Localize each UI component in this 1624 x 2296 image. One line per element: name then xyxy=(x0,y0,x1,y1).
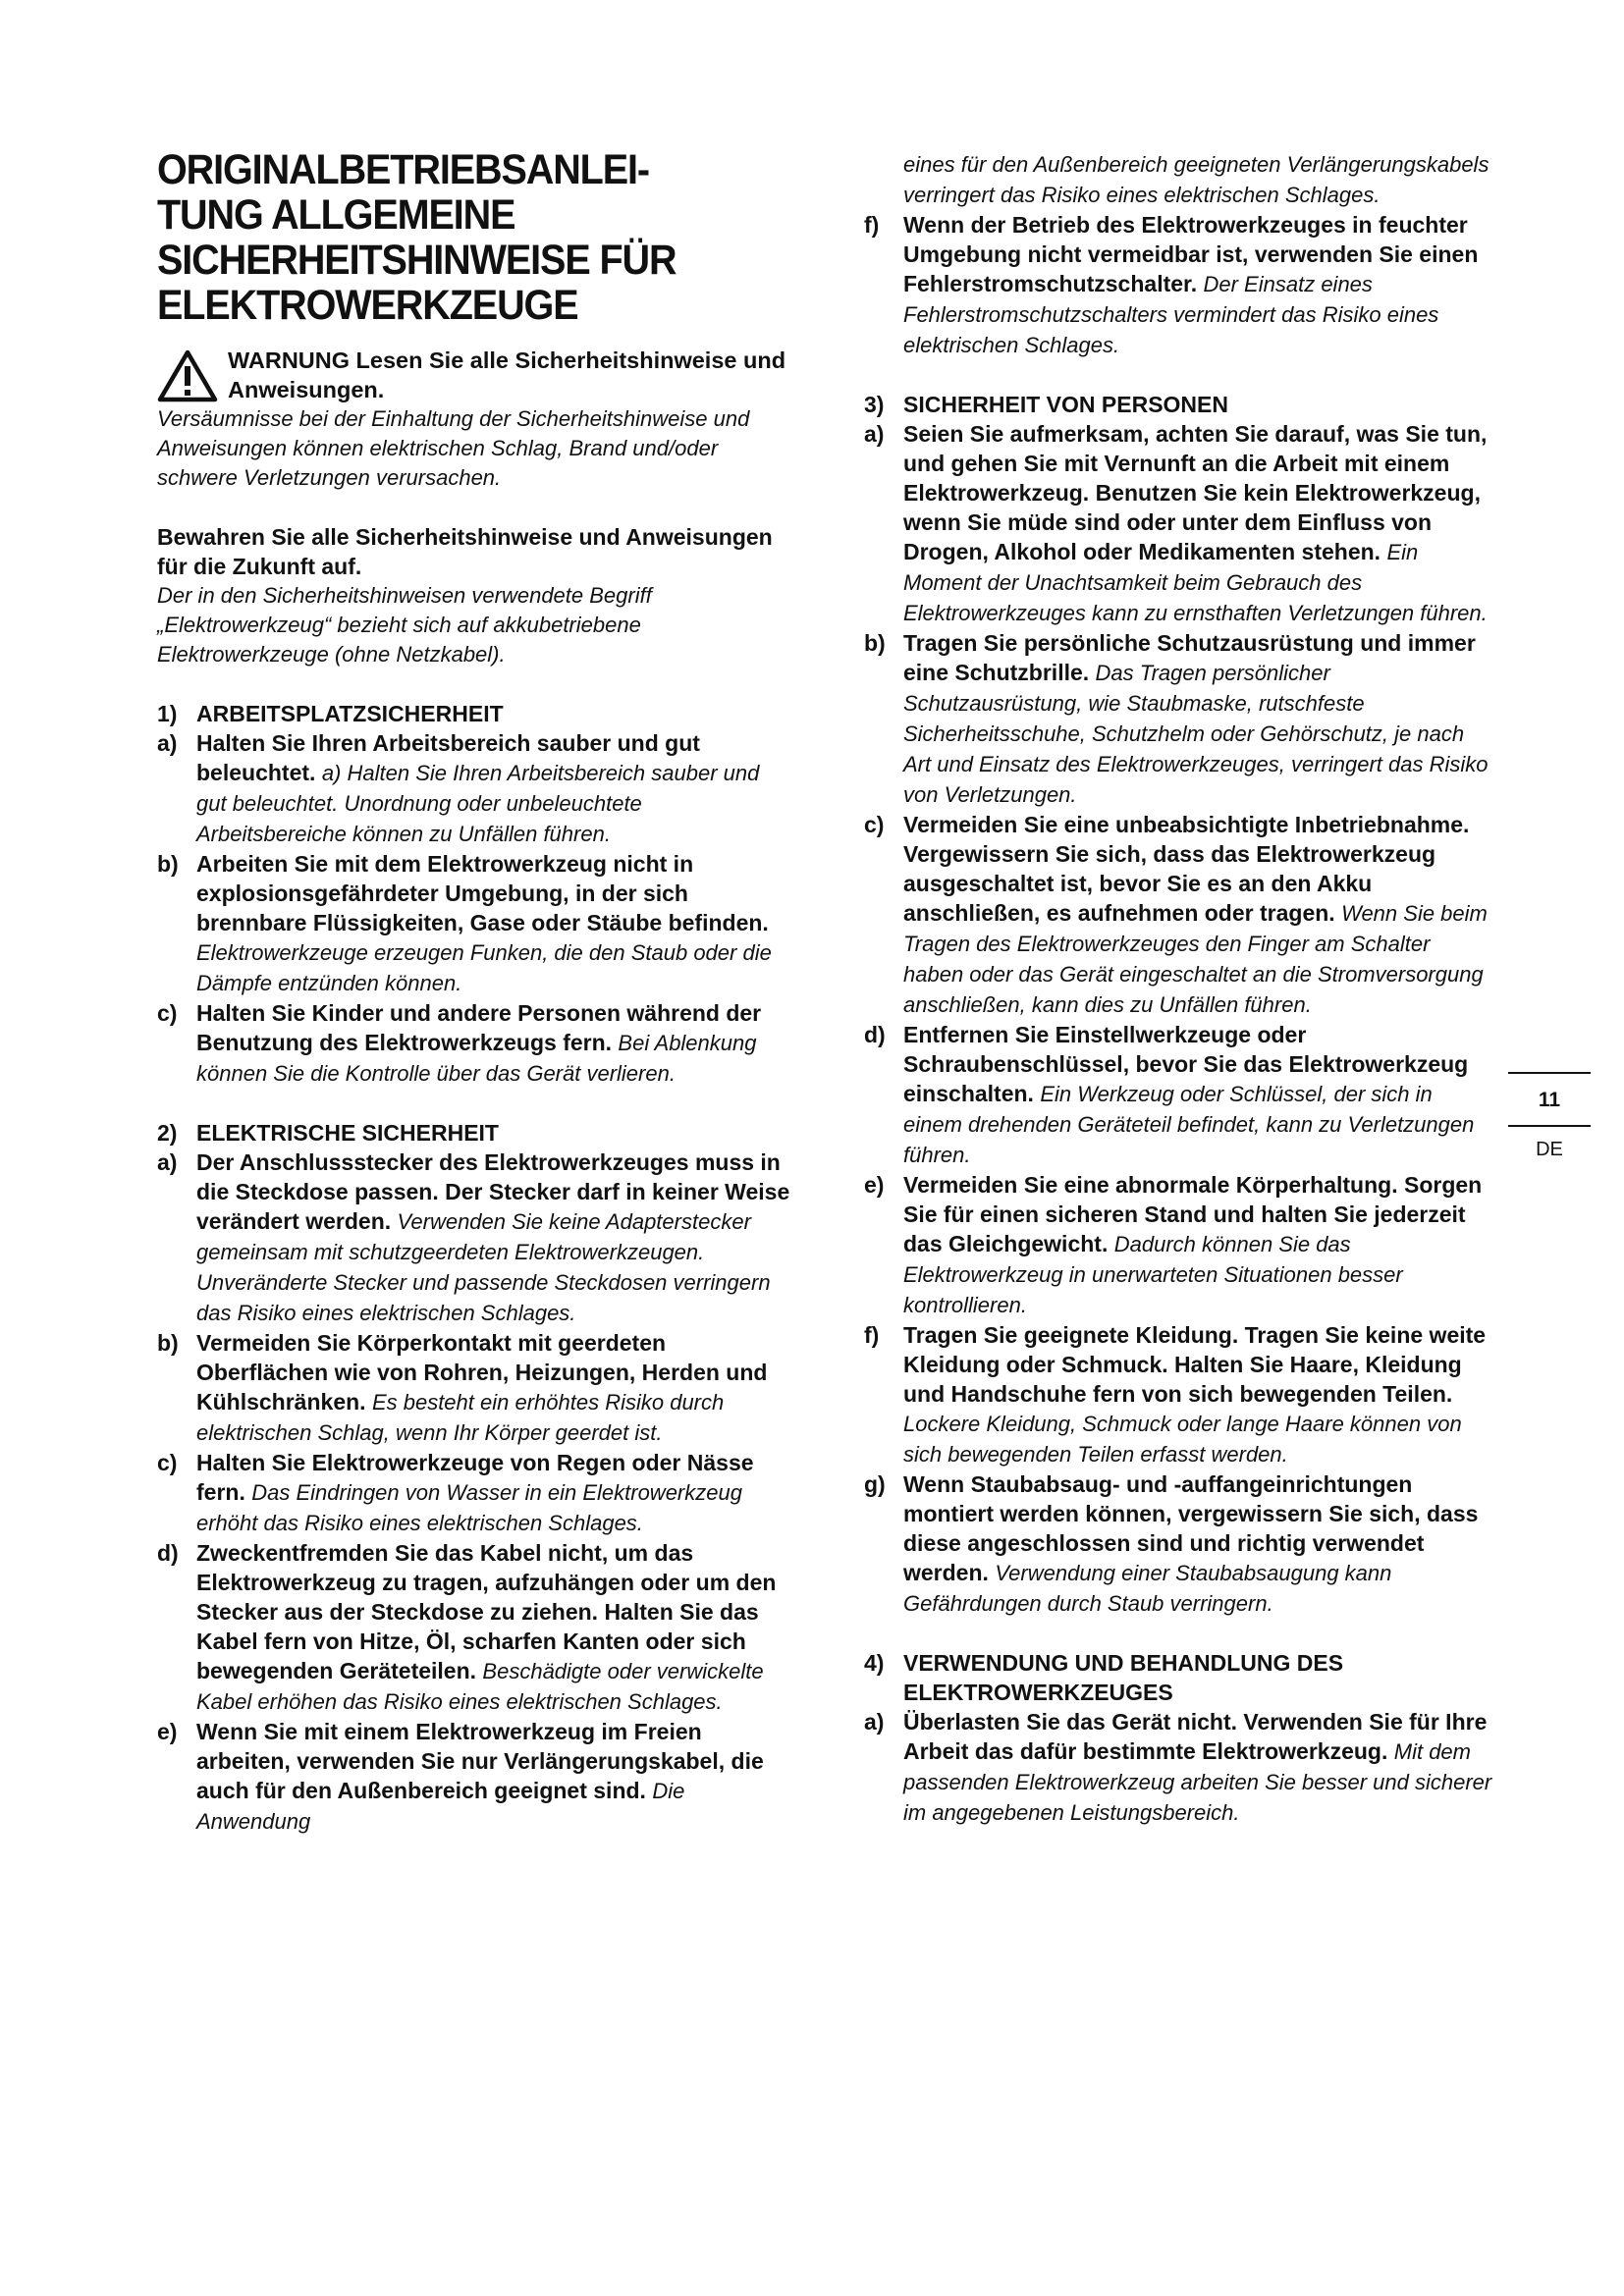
divider xyxy=(1508,1072,1591,1074)
item-italic: Mit dem passenden Elektrowerkzeug arbeiten Sie besser und sicherer im angegebenen Leistungsbereich. xyxy=(903,1739,1492,1825)
item-letter: a) xyxy=(864,1709,885,1735)
list-item xyxy=(157,1148,795,1328)
item-letter: c) xyxy=(157,1450,178,1475)
section-heading xyxy=(157,699,795,728)
section-workplace-safety xyxy=(157,699,795,1089)
item-bold: Halten Sie Elektrowerkzeuge von Regen oder Nässe fern. xyxy=(196,1450,754,1505)
item-letter: e) xyxy=(864,1172,885,1198)
item-italic: Die Anwendung xyxy=(196,1779,685,1834)
item-bold: Wenn der Betrieb des Elektrowerkzeuges in feuchter Umgebung nicht vermeidbar ist, verwenden Sie einen Fehlerstromschutzschalter. xyxy=(903,212,1479,296)
item-letter: b) xyxy=(864,630,886,656)
continuation-text xyxy=(864,149,1492,210)
item-italic: Bei Ablenkung können Sie die Kontrolle über das Gerät verlieren. xyxy=(196,1031,757,1086)
item-italic: Es besteht ein erhöhtes Risiko durch elektrischen Schlag, wenn Ihr Körper geerdet ist. xyxy=(196,1390,725,1445)
list-item xyxy=(157,1328,795,1448)
section-title: SICHERHEIT VON PERSONEN xyxy=(903,392,1228,417)
section-heading xyxy=(864,390,1492,419)
item-bold: Halten Sie Ihren Arbeitsbereich sauber und gut beleuchtet. xyxy=(196,730,700,785)
item-letter: a) xyxy=(864,421,885,447)
item-bold: Zweckentfremden Sie das Kabel nicht, um das Elektrowerkzeug zu tragen, aufzuhängen oder um den Stecker aus der Steckdose zu ziehen. Halten Sie das Kabel fern von Hitze, Öl, scharfen Kanten oder sich bewegenden Geräteteilen. xyxy=(196,1540,777,1683)
item-bold: Tragen Sie persönliche Schutzausrüstung und immer eine Schutzbrille. xyxy=(903,630,1476,685)
section-personal-safety xyxy=(864,390,1492,1619)
item-bold: Vermeiden Sie eine abnormale Körperhaltung. Sorgen Sie für einen sicheren Stand und halten Sie jederzeit das Gleichgewicht. xyxy=(903,1172,1483,1256)
item-bold: Entfernen Sie Einstellwerkzeuge oder Schraubenschlüssel, bevor Sie das Elektrowerkzeug einschalten. xyxy=(903,1022,1469,1106)
list-item xyxy=(157,1717,795,1837)
list-item xyxy=(864,628,1492,810)
section-number: 1) xyxy=(157,701,178,726)
warning-heading xyxy=(157,346,795,404)
item-bold: Halten Sie Kinder und andere Personen während der Benutzung des Elektrowerkzeugs fern. xyxy=(196,1000,762,1055)
item-bold: Tragen Sie geeignete Kleidung. Tragen Sie keine weite Kleidung oder Schmuck. Halten Sie Haare, Kleidung und Handschuhe fern von sich bewegenden Teilen. xyxy=(903,1322,1487,1407)
item-bold: Arbeiten Sie mit dem Elektrowerkzeug nicht in explosionsgefährdeter Umgebung, in der sich brennbare Flüssigkeiten, Gase oder Stäube befinden. xyxy=(196,851,769,935)
item-letter: f) xyxy=(864,1322,880,1348)
keep-italic-text: Der in den Sicherheitshinweisen verwendete Begriff „Elektrowerkzeug“ bezieht sich auf akkubetriebene Elektrowerkzeuge (ohne Netzkabel). xyxy=(157,583,652,667)
item-letter: a) xyxy=(157,1149,178,1175)
page-title xyxy=(157,147,744,328)
title-line: SICHERHEITSHINWEISE FÜR xyxy=(157,237,677,284)
item-italic: Das Tragen persönlicher Schutzausrüstung, wie Staubmaske, rutschfeste Sicherheitsschuhe, Schutzhelm oder Gehörschutz, je nach Art und Einsatz des Elektrowerkzeuges, verringert das Risiko von Verletzungen. xyxy=(903,661,1489,807)
keep-bold-text: Bewahren Sie alle Sicherheitshinweise und Anweisungen für die Zukunft auf. xyxy=(157,524,773,579)
item-letter: d) xyxy=(864,1022,886,1047)
list-item xyxy=(864,1469,1492,1619)
item-italic: Ein Werkzeug oder Schlüssel, der sich in einem drehenden Geräteteil befindet, kann zu Verletzungen führen. xyxy=(903,1082,1475,1167)
section-tool-use xyxy=(864,1648,1492,1828)
list-item xyxy=(864,1320,1492,1469)
item-letter: b) xyxy=(157,851,179,877)
language-code: DE xyxy=(1536,1139,1563,1160)
item-italic: Lockere Kleidung, Schmuck oder lange Haare können von sich bewegenden Teilen erfasst werden. xyxy=(903,1412,1462,1467)
list-item xyxy=(157,998,795,1089)
item-letter: b) xyxy=(157,1330,179,1356)
section-number: 3) xyxy=(864,392,885,417)
item-bold: Wenn Staubabsaug- und -auffangeinrichtungen montiert werden können, vergewissern Sie sich, dass diese angeschlossen sind und richtig verwendet werden. xyxy=(903,1471,1479,1585)
warning-italic-text: Versäumnisse bei der Einhaltung der Sicherheitshinweise und Anweisungen können elektrischen Schlag, Brand und/oder schwere Verletzungen verursachen. xyxy=(157,406,750,490)
item-italic: Das Eindringen von Wasser in ein Elektrowerkzeug erhöht das Risiko eines elektrischen Schlages. xyxy=(196,1480,742,1535)
item-letter: d) xyxy=(157,1540,179,1566)
warning-block xyxy=(157,346,795,493)
item-italic: Wenn Sie beim Tragen des Elektrowerkzeuges den Finger am Schalter haben oder das Gerät eingeschaltet an die Stromversorgung anschließen, kann dies zu Unfällen führen. xyxy=(903,901,1488,1017)
section-heading xyxy=(864,1648,1492,1707)
section-title: VERWENDUNG UND BEHANDLUNG DES ELEKTROWERKZEUGES xyxy=(903,1650,1344,1705)
list-item xyxy=(157,1448,795,1538)
left-column xyxy=(157,147,795,1866)
item-bold: Seien Sie aufmerksam, achten Sie darauf, was Sie tun, und gehen Sie mit Vernunft an die Arbeit mit einem Elektrowerkzeug. Benutzen Sie kein Elektrowerkzeug, wenn Sie müde sind oder unter dem Einfluss von Drogen, Alkohol oder Medikamenten stehen. xyxy=(903,421,1488,564)
item-italic: Dadurch können Sie das Elektrowerkzeug in unerwarteten Situationen besser kontrollieren. xyxy=(903,1232,1403,1317)
item-italic: Verwendung einer Staubabsaugung kann Gefährdungen durch Staub verringern. xyxy=(903,1561,1392,1616)
item-letter: a) xyxy=(157,730,178,756)
item-letter: g) xyxy=(864,1471,886,1497)
list-item xyxy=(864,810,1492,1020)
item-letter: c) xyxy=(864,812,885,837)
item-italic: Ein Moment der Unachtsamkeit beim Gebrauch des Elektrowerkzeuges kann zu ernsthaften Verletzungen führen. xyxy=(903,540,1488,625)
page-number: 11 xyxy=(1538,1089,1561,1111)
item-italic: Elektrowerkzeuge erzeugen Funken, die den Staub oder die Dämpfe entzünden können. xyxy=(196,940,772,995)
item-italic: a) Halten Sie Ihren Arbeitsbereich sauber und gut beleuchtet. Unordnung oder unbeleuchtete Arbeitsbereiche können zu Unfällen führen. xyxy=(196,761,760,846)
item-letter: e) xyxy=(157,1719,178,1744)
keep-instructions-block xyxy=(157,522,795,669)
item-letter: c) xyxy=(157,1000,178,1026)
list-item xyxy=(157,1538,795,1717)
item-italic: Der Einsatz eines Fehlerstromschutzschalters vermindert das Risiko eines elektrischen Schlages. xyxy=(903,272,1439,357)
right-column xyxy=(864,149,1492,1857)
list-item xyxy=(864,1020,1492,1170)
item-letter: f) xyxy=(864,212,880,238)
list-item xyxy=(864,1170,1492,1320)
page-marker xyxy=(1508,1072,1591,1162)
section-heading xyxy=(157,1118,795,1148)
warning-triangle-icon xyxy=(157,349,218,402)
warning-bold-text: WARNUNG Lesen Sie alle Sicherheitshinweise und Anweisungen. xyxy=(228,347,786,402)
list-item xyxy=(864,1707,1492,1828)
list-item xyxy=(157,728,795,849)
list-item xyxy=(864,419,1492,628)
item-bold: Der Anschlussstecker des Elektrowerkzeuges muss in die Steckdose passen. Der Stecker darf in keiner Weise verändert werden. xyxy=(196,1149,790,1234)
continuation-italic: eines für den Außenbereich geeigneten Verlängerungskabels verringert das Risiko eines elektrischen Schlages. xyxy=(903,152,1489,207)
section-number: 2) xyxy=(157,1120,178,1146)
divider xyxy=(1508,1125,1591,1127)
title-line: ELEKTROWERKZEUGE xyxy=(157,282,578,329)
title-line: TUNG ALLGEMEINE xyxy=(157,191,515,239)
item-bold: Vermeiden Sie eine unbeabsichtigte Inbetriebnahme. Vergewissern Sie sich, dass das Elektrowerkzeug ausgeschaltet ist, bevor Sie es an den Akku anschließen, es aufnehmen oder tragen. xyxy=(903,812,1470,926)
list-item xyxy=(157,849,795,998)
item-bold: Wenn Sie mit einem Elektrowerkzeug im Freien arbeiten, verwenden Sie nur Verlängerungskabel, die auch für den Außenbereich geeignet sind. xyxy=(196,1719,764,1803)
list-item xyxy=(864,210,1492,360)
item-italic: Verwenden Sie keine Adapterstecker gemeinsam mit schutzgeerdeten Elektrowerkzeugen. Unveränderte Stecker und passende Steckdosen verringern das Risiko eines elektrischen Schlages. xyxy=(196,1209,771,1325)
item-bold: Vermeiden Sie Körperkontakt mit geerdeten Oberflächen wie von Rohren, Heizungen, Herden und Kühlschränken. xyxy=(196,1330,768,1415)
section-title: ARBEITSPLATZSICHERHEIT xyxy=(196,701,504,726)
item-bold: Überlasten Sie das Gerät nicht. Verwenden Sie für Ihre Arbeit das dafür bestimmte Elektrowerkzeug. xyxy=(903,1709,1488,1764)
section-title: ELEKTRISCHE SICHERHEIT xyxy=(196,1120,499,1146)
section-number: 4) xyxy=(864,1650,885,1676)
section-electrical-safety xyxy=(157,1118,795,1837)
item-italic: Beschädigte oder verwickelte Kabel erhöhen das Risiko eines elektrischen Schlages. xyxy=(196,1659,764,1714)
title-line: ORIGINALBETRIEBSANLEI- xyxy=(157,146,649,193)
